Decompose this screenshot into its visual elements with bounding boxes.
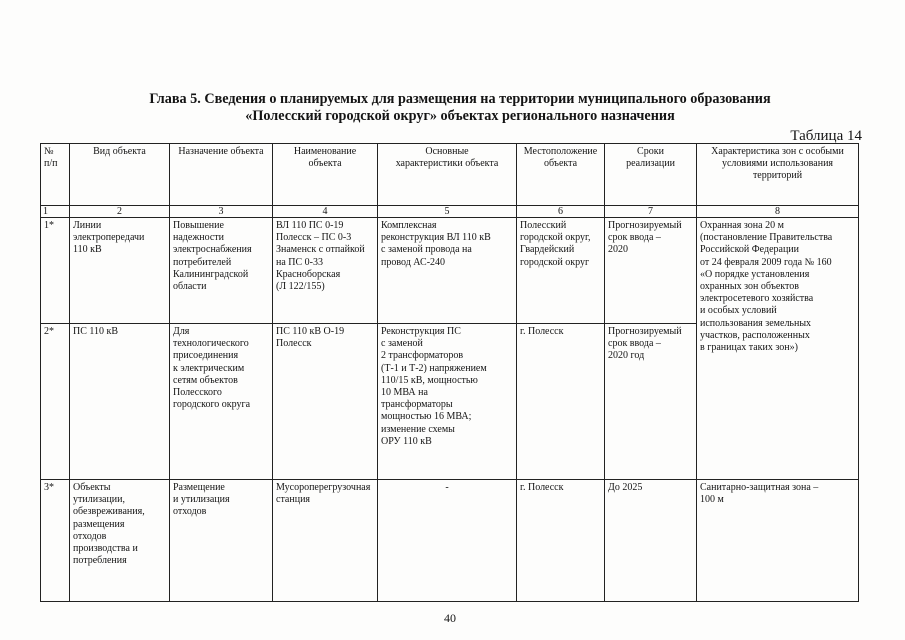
row-2-location: г. Полесск [517,324,605,480]
table-row [41,480,859,602]
table-header-row [41,144,859,206]
row-2-name: ПС 110 кВ О-19 Полесск [273,324,378,480]
column-number-1: 1 [41,206,70,218]
header-num [41,144,70,206]
row-1-name: ВЛ 110 ПС 0-19 Полесск – ПС 0-3 Знаменск с отпайкой на ПС 0-33 Красноборская (Л 122/155) [273,218,378,324]
column-number-4: 4 [273,206,378,218]
column-number-2: 2 [70,206,170,218]
row-2-num: 2* [41,324,70,480]
row-1-characteristics: Комплексная реконструкция ВЛ 110 кВ с заменой провода на провод АС-240 [378,218,517,324]
header-purpose [170,144,273,206]
chapter-title-line-1: Глава 5. Сведения о планируемых для размещения на территории муниципального образования [149,91,771,107]
row-1-num: 1* [41,218,70,324]
objects-table [40,143,859,602]
header-purpose-text: Назначение объекта [178,146,264,157]
row-3-terms: До 2025 [605,480,697,602]
row-1-2-zones: Охранная зона 20 м (постановление Правительства Российской Федерации от 24 февраля 2009 года № 160 «О порядке установления охранных зон объектов электросетевого хозяйства и особых условий использования земельных участков, расположенных в границах таких зон») [697,218,859,480]
column-number-8: 8 [697,206,859,218]
page-number: 40 [444,611,456,625]
table-row [41,218,859,324]
row-3-purpose: Размещение и утилизация отходов [170,480,273,602]
table-caption: Таблица 14 [790,128,862,144]
row-1-terms: Прогнозируемый срок ввода – 2020 [605,218,697,324]
header-terms [605,144,697,206]
row-1-type: Линии электропередачи 110 кВ [70,218,170,324]
column-number-row [41,206,859,218]
row-3-name: Мусороперегрузочная станция [273,480,378,602]
row-3-num: 3* [41,480,70,602]
header-num-text: № п/п [44,146,58,170]
row-1-purpose: Повышение надежности электроснабжения потребителей Калининградской области [170,218,273,324]
header-zones-text: Характеристика зон с особыми условиями использования территорий [711,146,844,182]
column-number-6: 6 [517,206,605,218]
row-3-location: г. Полесск [517,480,605,602]
header-location-text: Местоположение объекта [523,146,598,170]
chapter-title [100,91,820,125]
header-name-text: Наименование объекта [293,146,357,170]
header-characteristics [378,144,517,206]
row-3-zones: Санитарно-защитная зона – 100 м [697,480,859,602]
row-2-terms: Прогнозируемый срок ввода – 2020 год [605,324,697,480]
row-1-location: Полесский городской округ, Гвардейский городской округ [517,218,605,324]
row-3-characteristics: - [378,480,517,602]
row-3-type: Объекты утилизации, обезвреживания, размещения отходов производства и потребления [70,480,170,602]
column-number-7: 7 [605,206,697,218]
column-number-3: 3 [170,206,273,218]
column-number-5: 5 [378,206,517,218]
header-terms-text: Сроки реализации [626,146,675,170]
row-2-purpose: Для технологического присоединения к электрическим сетям объектов Полесского городского округа [170,324,273,480]
header-object-type [70,144,170,206]
chapter-title-line-2: «Полесский городской округ» объектах регионального назначения [245,108,675,124]
header-zones [697,144,859,206]
header-location [517,144,605,206]
header-name [273,144,378,206]
header-characteristics-text: Основные характеристики объекта [395,146,499,170]
header-object-type-text: Вид объекта [93,146,146,157]
row-2-type: ПС 110 кВ [70,324,170,480]
row-2-characteristics: Реконструкция ПС с заменой 2 трансформаторов (Т-1 и Т-2) напряжением 110/15 кВ, мощностью 10 МВА на трансформаторы мощностью 16 МВА; изменение схемы ОРУ 110 кВ [378,324,517,480]
